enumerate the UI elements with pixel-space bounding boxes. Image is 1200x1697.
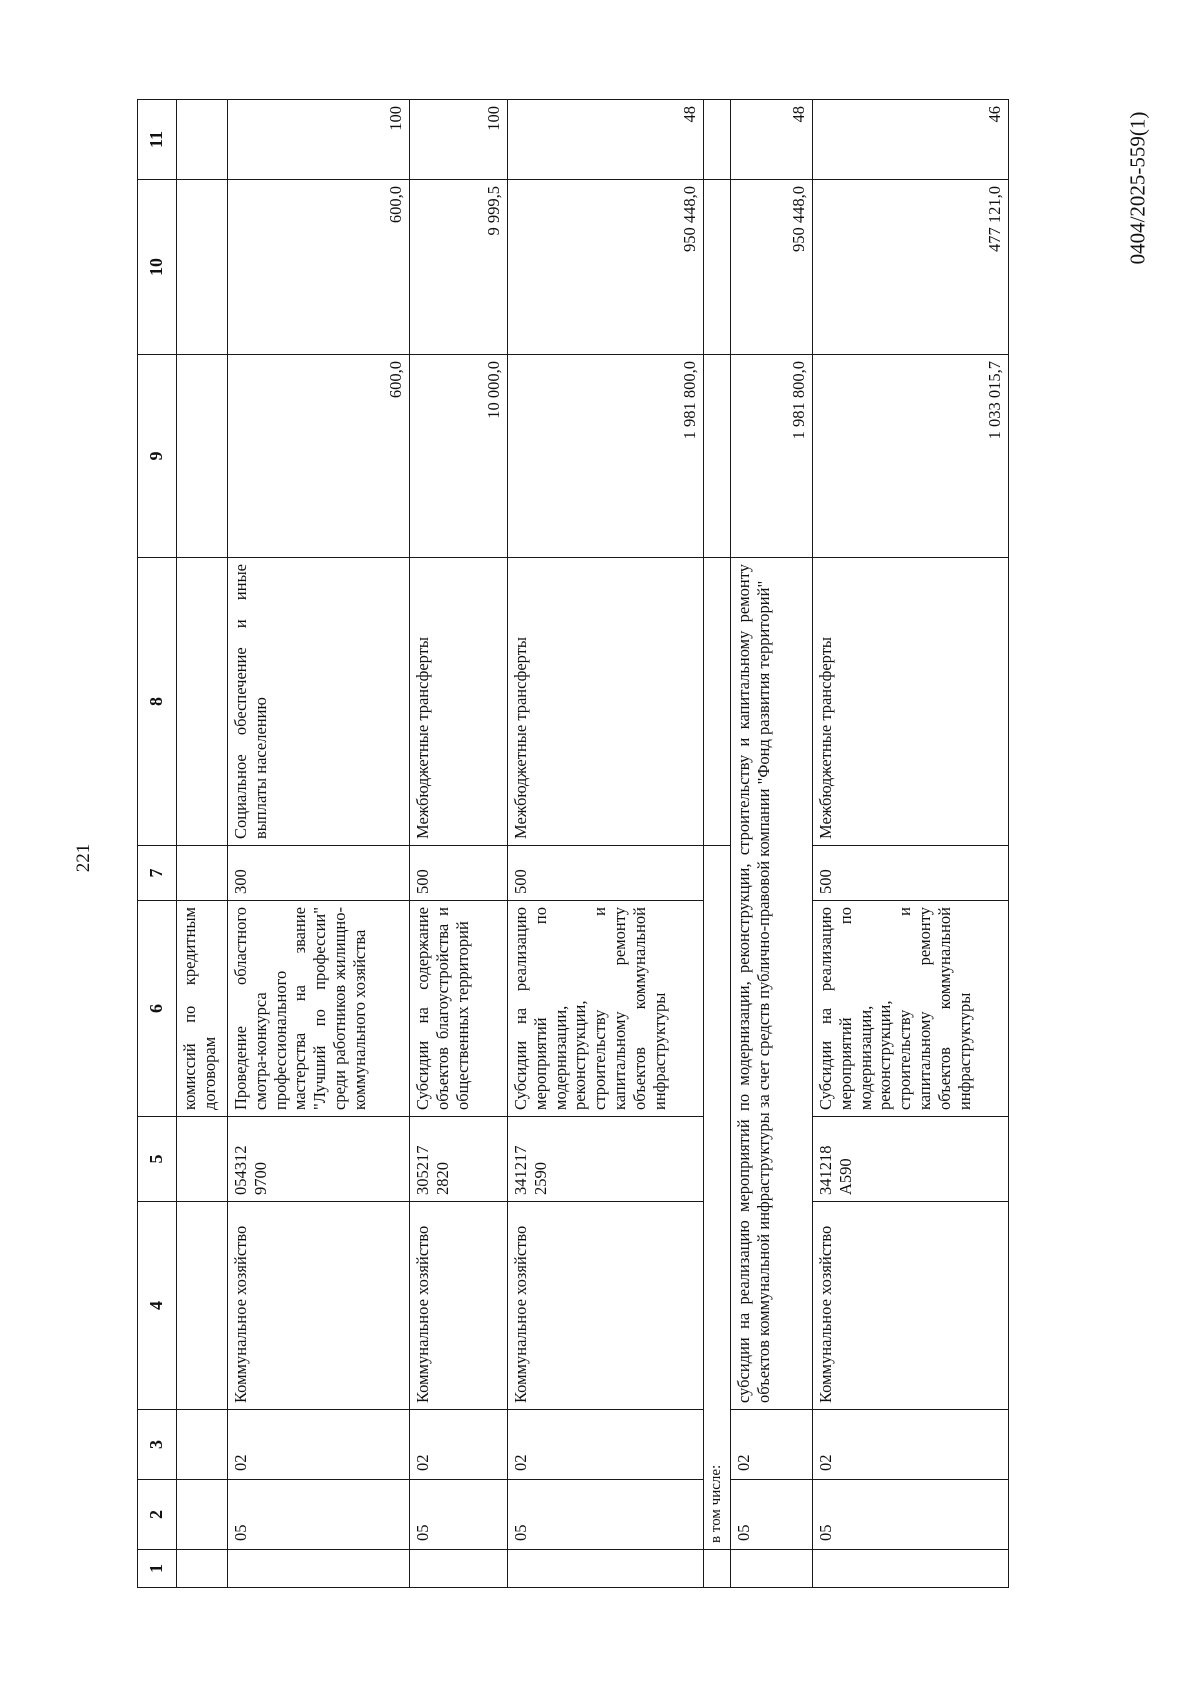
cell-plan: 1 033 015,7 (813, 355, 1009, 558)
table-row (813, 100, 1009, 1588)
cell (813, 1550, 1009, 1588)
cell-type-code: 300 (228, 846, 410, 901)
cell-type-name: Межбюджетные трансферты (813, 558, 1009, 846)
header-cell: 2 (138, 1480, 177, 1550)
cell-label-including: в том числе: (704, 846, 731, 1550)
header-cell: 3 (138, 1410, 177, 1480)
page-number: 221 (73, 843, 94, 873)
cell-actual: 600,0 (228, 180, 410, 355)
header-cell: 5 (138, 1117, 177, 1202)
cell-code: 305217 2820 (410, 1117, 508, 1202)
cell (177, 1550, 228, 1588)
cell (731, 1550, 813, 1588)
cell-plan: 600,0 (228, 355, 410, 558)
cell-section: 05 (731, 1480, 813, 1550)
cell-code: 341217 2590 (508, 1117, 704, 1202)
table-row (731, 100, 813, 1588)
cell-section: 05 (410, 1480, 508, 1550)
header-cell: 6 (138, 901, 177, 1117)
cell-subsection: 02 (508, 1410, 704, 1480)
cell (177, 100, 228, 180)
cell-name: Коммунальное хозяйство (813, 1202, 1009, 1410)
cell (177, 180, 228, 355)
cell-subsection: 02 (410, 1410, 508, 1480)
cell-percent: 48 (731, 100, 813, 180)
table-sheet (137, 100, 1075, 1588)
cell (177, 355, 228, 558)
cell-description: Субсидии на содержание объектов благоустройства и общественных территорий (410, 901, 508, 1117)
cell-including-description: субсидии на реализацию мероприятий по модернизации, реконструкции, строительству и капитальному ремонту объектов коммунальной инфраструктуры за счет средств публично-правовой компании "Фонд развития территорий" (731, 558, 813, 1410)
cell-type-code: 500 (410, 846, 508, 901)
cell-code: 341218 A590 (813, 1117, 1009, 1202)
cell (177, 1480, 228, 1550)
cell-description: Субсидии на реализацию мероприятий по модернизации, реконструкции, строительству и капитальному ремонту объектов коммунальной инфраструктуры (813, 901, 1009, 1117)
cell (704, 180, 731, 355)
cell-name: Коммунальное хозяйство (410, 1202, 508, 1410)
cell (704, 355, 731, 558)
cell-percent: 100 (410, 100, 508, 180)
cell-percent: 46 (813, 100, 1009, 180)
cell-type-name: Межбюджетные трансферты (410, 558, 508, 846)
cell-type-code: 500 (508, 846, 704, 901)
cell (177, 558, 228, 846)
header-cell: 8 (138, 558, 177, 846)
cell (410, 1550, 508, 1588)
cell-name: Коммунальное хозяйство (228, 1202, 410, 1410)
table-row (704, 100, 731, 1588)
cell-subsection: 02 (813, 1410, 1009, 1480)
header-cell: 1 (138, 1550, 177, 1588)
header-row (138, 100, 177, 1588)
header-cell: 7 (138, 846, 177, 901)
cell-actual: 950 448,0 (731, 180, 813, 355)
budget-table (137, 99, 1009, 1588)
cell-plan: 10 000,0 (410, 355, 508, 558)
cell-name: Коммунальное хозяйство (508, 1202, 704, 1410)
cell (177, 1117, 228, 1202)
cell-type-code: 500 (813, 846, 1009, 901)
cell-percent: 100 (228, 100, 410, 180)
cell-plan: 1 981 800,0 (508, 355, 704, 558)
cell-type-name: Социальное обеспечение и иные выплаты населению (228, 558, 410, 846)
header-cell: 4 (138, 1202, 177, 1410)
cell-description: комиссий по кредитным договорам (177, 901, 228, 1117)
cell-section: 05 (508, 1480, 704, 1550)
cell (704, 1550, 731, 1588)
cell-description: Субсидии на реализацию мероприятий по модернизации, реконструкции, строительству и капитальному ремонту объектов коммунальной инфраструктуры (508, 901, 704, 1117)
table-row (410, 100, 508, 1588)
cell-subsection: 02 (228, 1410, 410, 1480)
table-row (177, 100, 228, 1588)
cell (228, 1550, 410, 1588)
cell-actual: 477 121,0 (813, 180, 1009, 355)
cell-code: 054312 9700 (228, 1117, 410, 1202)
rotated-table-area (137, 100, 1200, 1573)
cell-actual: 950 448,0 (508, 180, 704, 355)
cell-subsection: 02 (731, 1410, 813, 1480)
cell-description: Проведение областного смотра-конкурса профессионального мастерства на звание "Лучший по профессии" среди работников жилищно-коммунального хозяйства (228, 901, 410, 1117)
header-cell: 10 (138, 180, 177, 355)
cell (177, 846, 228, 901)
cell (704, 100, 731, 180)
cell-actual: 9 999,5 (410, 180, 508, 355)
cell-section: 05 (228, 1480, 410, 1550)
table-row (228, 100, 410, 1588)
table-row (508, 100, 704, 1588)
document-code: 0404/2025-559(1) (1125, 111, 1150, 265)
cell-percent: 48 (508, 100, 704, 180)
cell (704, 558, 731, 846)
cell-section: 05 (813, 1480, 1009, 1550)
cell-type-name: Межбюджетные трансферты (508, 558, 704, 846)
header-cell: 11 (138, 100, 177, 180)
cell (177, 1202, 228, 1410)
header-cell: 9 (138, 355, 177, 558)
cell-plan: 1 981 800,0 (731, 355, 813, 558)
cell (177, 1410, 228, 1480)
cell (508, 1550, 704, 1588)
